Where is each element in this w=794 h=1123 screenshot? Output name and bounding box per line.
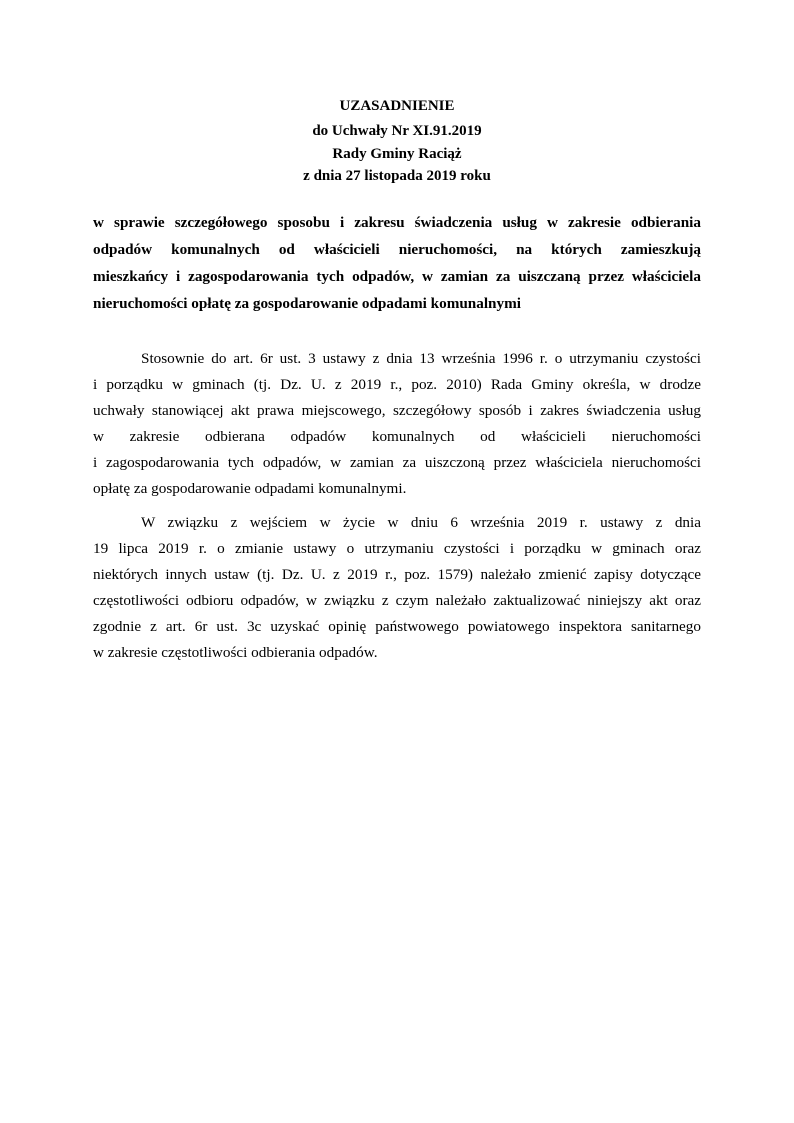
- body-line: częstotliwości odbioru odpadów, w związku z czym należało zaktualizować niniejszy akt oraz: [93, 592, 701, 609]
- council-name: Rady Gminy Raciąż: [332, 146, 462, 162]
- body-line: zgodnie z art. 6r ust. 3c uzyskać opinię państwowego powiatowego inspektora sanitarnego: [93, 618, 701, 635]
- resolution-number: do Uchwały Nr XI.91.2019: [312, 123, 482, 139]
- subject-line: nieruchomości opłatę za gospodarowanie odpadami komunalnymi: [93, 295, 521, 312]
- body-line: W związku z wejściem w życie w dniu 6 września 2019 r. ustawy z dnia: [141, 514, 701, 531]
- subject-line: w sprawie szczegółowego sposobu i zakresu świadczenia usług w zakresie odbierania: [93, 214, 701, 231]
- resolution-date: z dnia 27 listopada 2019 roku: [303, 168, 491, 184]
- body-line: w zakresie częstotliwości odbierania odpadów.: [93, 644, 378, 661]
- body-line: i zagospodarowania tych odpadów, w zamian za uiszczoną przez właściciela nieruchomości: [93, 454, 701, 471]
- document-title: UZASADNIENIE: [339, 98, 455, 114]
- body-line: uchwały stanowiącej akt prawa miejscowego, szczegółowy sposób i zakres świadczenia usług: [93, 402, 701, 419]
- body-line: i porządku w gminach (tj. Dz. U. z 2019 r., poz. 2010) Rada Gminy określa, w drodze: [93, 376, 701, 393]
- body-line: w zakresie odbierana odpadów komunalnych od właścicieli nieruchomości: [93, 428, 701, 445]
- body-line: 19 lipca 2019 r. o zmianie ustawy o utrzymaniu czystości i porządku w gminach oraz: [93, 540, 701, 557]
- subject-line: mieszkańcy i zagospodarowania tych odpadów, w zamian za uiszczaną przez właściciela: [93, 268, 701, 285]
- body-line: Stosownie do art. 6r ust. 3 ustawy z dnia 13 września 1996 r. o utrzymaniu czystości: [141, 350, 701, 367]
- subject-line: odpadów komunalnych od właścicieli nieruchomości, na których zamieszkują: [93, 241, 701, 258]
- body-line: opłatę za gospodarowanie odpadami komunalnymi.: [93, 480, 407, 497]
- body-line: niektórych innych ustaw (tj. Dz. U. z 2019 r., poz. 1579) należało zmienić zapisy dotyczące: [93, 566, 701, 583]
